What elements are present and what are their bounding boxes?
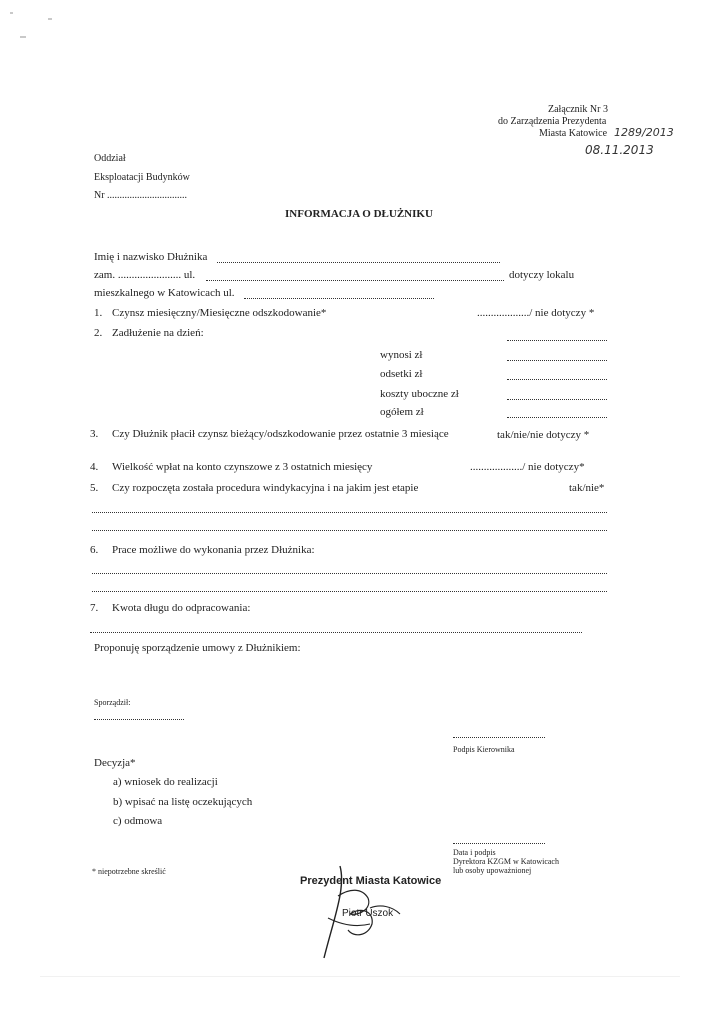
scan-artifact — [10, 12, 13, 14]
item-1-right: .................../ nie dotyczy * — [477, 307, 595, 319]
item-2-line-2 — [507, 379, 607, 380]
debtor-name-line — [217, 262, 500, 263]
item-1-text: Czynsz miesięczny/Miesięczne odszkodowanie* — [112, 307, 327, 319]
item-3-text: Czy Dłużnik płacił czynsz bieżący/odszkodowanie przez ostatnie 3 miesiące — [112, 428, 449, 440]
item-4-text: Wielkość wpłat na konto czynszowe z 3 ostatnich miesięcy — [112, 461, 373, 473]
debtor-name-label: Imię i nazwisko Dłużnika — [94, 251, 208, 263]
decision-label: Decyzja* — [94, 757, 136, 769]
debtor-premises-line — [244, 298, 434, 299]
director-signature-line — [453, 843, 545, 844]
office-line-2: Eksploatacji Budynków — [94, 172, 190, 183]
prepared-by-label: Sporządził: — [94, 698, 131, 707]
item-6-line-2 — [92, 591, 607, 592]
document-title: INFORMACJA O DŁUŻNIKU — [285, 208, 433, 220]
prepared-by-line — [94, 719, 184, 720]
stamp-title: Prezydent Miasta Katowice — [300, 875, 442, 887]
attachment-line-2: do Zarządzenia Prezydenta — [498, 116, 607, 127]
attachment-line-1: Załącznik Nr 3 — [548, 104, 608, 115]
manager-signature-label: Podpis Kierownika — [453, 745, 515, 754]
item-4-right: .................../ nie dotyczy* — [470, 461, 585, 473]
debtor-premises-label: mieszkalnego w Katowicach ul. — [94, 287, 235, 299]
stamp-name: Piotr Uszok — [342, 908, 394, 919]
item-2-number: 2. — [94, 327, 103, 339]
item-2-line-0 — [507, 340, 607, 341]
item-3-number: 3. — [90, 428, 99, 440]
director-line-2: Dyrektora KZGM w Katowicach — [453, 857, 559, 866]
office-line-1: Oddział — [94, 153, 126, 164]
item-6-number: 6. — [90, 544, 99, 556]
scan-artifact-bottom — [40, 976, 680, 977]
item-5-number: 5. — [90, 482, 99, 494]
signature-scribble — [310, 858, 430, 968]
item-2-line-1 — [507, 360, 607, 361]
item-7-number: 7. — [90, 602, 99, 614]
item-2-sub-1: wynosi zł — [380, 349, 423, 361]
item-7-text: Kwota długu do odpracowania: — [112, 602, 251, 614]
item-4-number: 4. — [90, 461, 99, 473]
debtor-concerns: dotyczy lokalu — [509, 269, 575, 281]
item-5-line-1 — [92, 512, 607, 513]
item-5-line-2 — [92, 530, 607, 531]
director-line-3: lub osoby upoważnionej — [453, 866, 532, 875]
office-line-3: Nr ................................ — [94, 190, 188, 201]
item-6-text: Prace możliwe do wykonania przez Dłużnika: — [112, 544, 315, 556]
item-7-line — [90, 632, 582, 633]
decision-option-c: c) odmowa — [113, 815, 163, 827]
decision-option-b: b) wpisać na listę oczekujących — [113, 796, 253, 808]
item-2-sub-3: koszty uboczne zł — [380, 388, 459, 400]
item-5-right: tak/nie* — [569, 482, 605, 494]
item-3-right: tak/nie/nie dotyczy * — [497, 429, 590, 441]
item-2-line-4 — [507, 417, 607, 418]
proposal-text: Proponuję sporządzenie umowy z Dłużnikiem: — [94, 642, 301, 654]
item-2-line-3 — [507, 399, 607, 400]
decision-option-a: a) wniosek do realizacji — [113, 776, 218, 788]
scan-artifact — [20, 36, 26, 38]
attachment-date-handwritten: 08.11.2013 — [585, 143, 654, 157]
item-6-line-1 — [92, 573, 607, 574]
item-1-number: 1. — [94, 307, 103, 319]
manager-signature-line — [453, 737, 545, 738]
item-2-sub-2: odsetki zł — [380, 368, 423, 380]
attachment-line-3: Miasta Katowice — [539, 128, 608, 139]
debtor-address-line — [206, 280, 504, 281]
item-2-sub-4: ogółem zł — [380, 406, 424, 418]
attachment-number-handwritten: 1289/2013 — [614, 126, 674, 139]
footnote: * niepotrzebne skreślić — [92, 867, 166, 876]
scan-artifact — [48, 18, 52, 20]
item-2-text: Zadłużenie na dzień: — [112, 327, 204, 339]
item-5-text: Czy rozpoczęta została procedura windykacyjna i na jakim jest etapie — [112, 482, 419, 494]
director-line-1: Data i podpis — [453, 848, 496, 857]
debtor-address-label: zam. ....................... ul. — [94, 269, 196, 281]
